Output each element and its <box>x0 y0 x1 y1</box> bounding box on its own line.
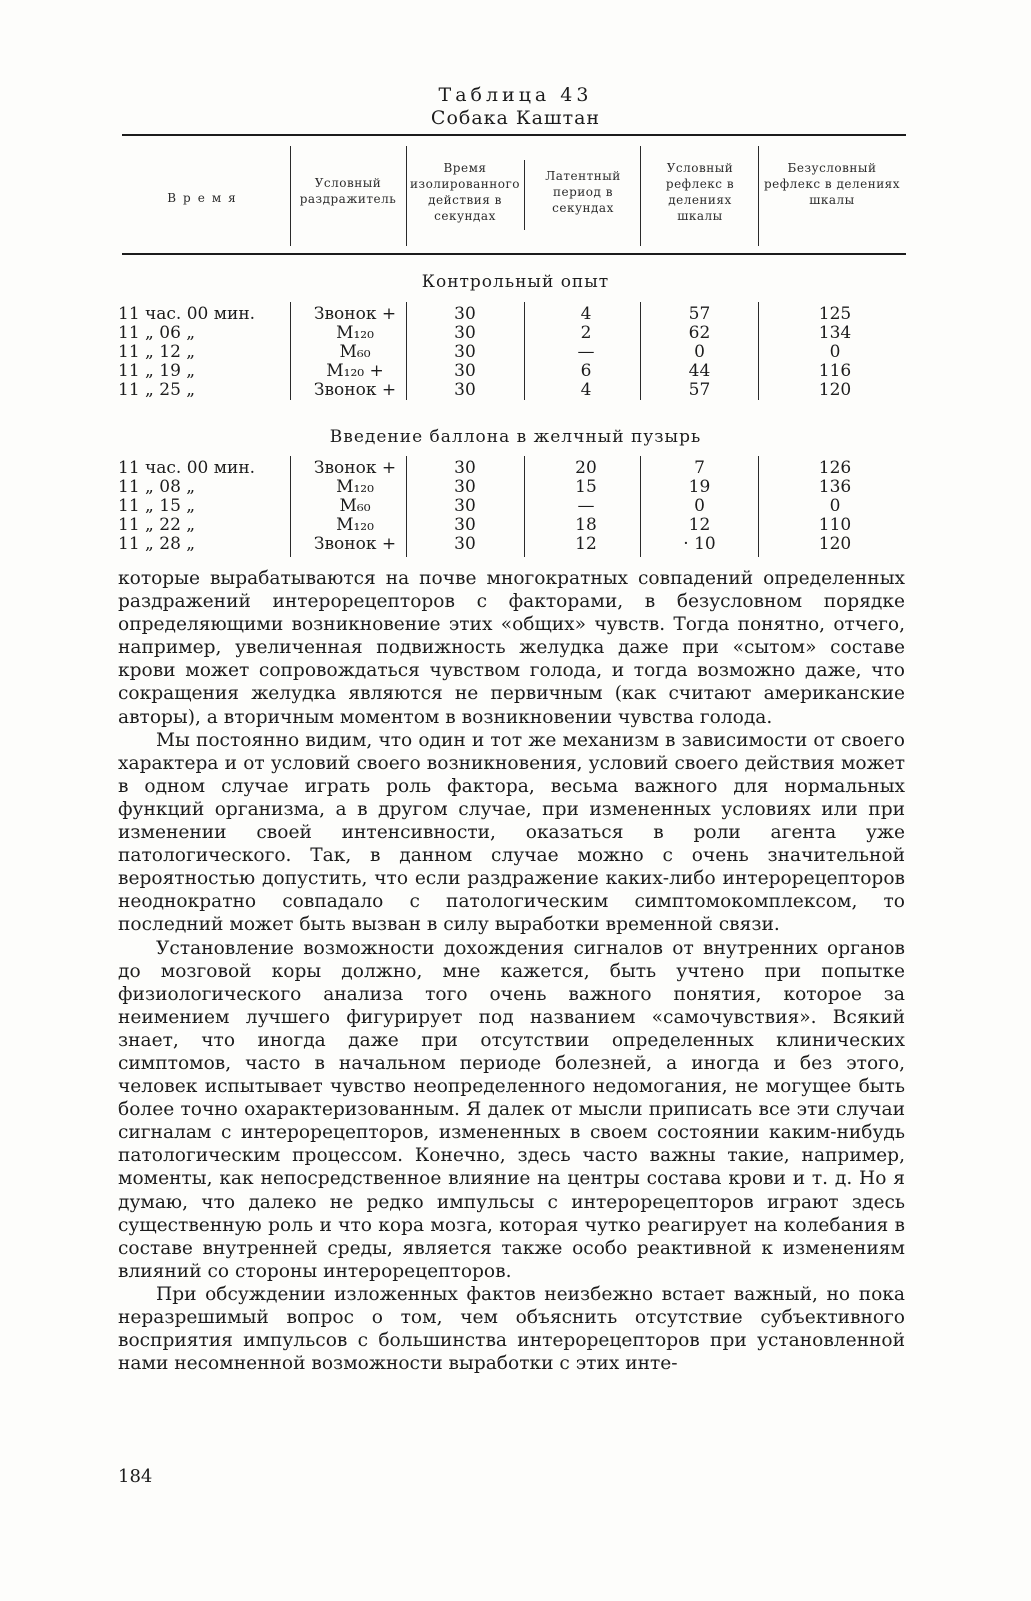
cell-unconditioned: 134 <box>818 323 852 343</box>
cell-conditioned: 44 <box>688 361 711 381</box>
paragraph: При обсуждении изложенных фактов неизбежно встает важный, но пока неразрешимый вопрос о том, чем объяснить отсутствие субъективного восприятия импульсов с большинства интерорецепторов при установленной нами несомненной возможности выработки с этих инте- <box>118 1283 905 1375</box>
cell-latent: 20 <box>575 458 597 478</box>
cell-conditioned: 19 <box>688 477 711 497</box>
header-isolated-action: Время изолированного действия в секундах <box>410 161 520 223</box>
cell-conditioned: · 10 <box>683 534 716 554</box>
cell-isolated: 30 <box>454 496 476 516</box>
cell-stimulus: М₆₀ <box>339 496 371 516</box>
header-separator <box>290 146 291 246</box>
header-time: Время <box>167 191 243 205</box>
header-separator <box>406 146 407 246</box>
cell-time: 11 час. 00 мин. <box>118 304 256 324</box>
column-separator <box>758 456 759 557</box>
cell-latent: — <box>577 342 595 362</box>
cell-stimulus: Звонок + <box>313 304 397 324</box>
cell-time: 11 „ 15 „ <box>118 496 196 516</box>
cell-time: 11 „ 12 „ <box>118 342 196 362</box>
header-separator <box>524 160 525 230</box>
cell-conditioned: 7 <box>694 458 705 478</box>
body-text <box>118 567 905 1375</box>
cell-unconditioned: 0 <box>829 342 841 362</box>
header-separator <box>640 146 641 246</box>
header-stimulus: Условный раздражитель <box>299 176 397 206</box>
page-number: 184 <box>118 1466 153 1487</box>
cell-isolated: 30 <box>454 515 476 535</box>
cell-time: 11 час. 00 мин. <box>118 458 256 478</box>
column-separator <box>758 302 759 400</box>
cell-isolated: 30 <box>454 323 476 343</box>
cell-isolated: 30 <box>454 361 476 381</box>
table-top-rule <box>122 134 906 136</box>
table-caption: Таблица 43 <box>438 84 593 106</box>
cell-unconditioned: 110 <box>818 515 852 535</box>
cell-latent: — <box>577 496 595 516</box>
cell-stimulus: М₁₂₀ <box>336 477 374 497</box>
table-subtitle: Собака Каштан <box>430 107 601 129</box>
cell-time: 11 „ 28 „ <box>118 534 196 554</box>
column-separator <box>290 302 291 400</box>
cell-stimulus: Звонок + <box>313 458 397 478</box>
cell-isolated: 30 <box>454 477 476 497</box>
cell-stimulus: Звонок + <box>313 380 397 400</box>
cell-conditioned: 0 <box>694 342 705 362</box>
paragraph: которые вырабатываются на почве многократных совпадений определенных раздражений интерорецепторов с факторами, в безусловном порядке определяющими возникновение этих «общих» чувств. Тогда понятно, отчего, например, увеличенная подвижность желудка даже при «сытом» составе крови может сопровождаться чувством голода, и тогда возможно даже, что сокращения желудка являются не первичным (как считают американские авторы), а вторичным моментом в возникновении чувства голода. <box>118 568 905 728</box>
cell-unconditioned: 116 <box>818 361 852 381</box>
cell-latent: 4 <box>580 380 592 400</box>
cell-latent: 2 <box>580 323 592 343</box>
paragraph: Установление возможности дохождения сигналов от внутренних органов до мозговой коры должно, мне кажется, быть учтено при попытке физиологического анализа того очень важного понятия, которое за неимением лучшего фигурирует под названием «самочувствия». Всякий знает, что иногда даже при отсутствии определенных клинических симптомов, часто в начальном периоде болезней, а иногда и без этого, человек испытывает чувство неопределенного недомогания, не могущее быть более точно охарактеризованным. Я далек от мысли приписать все эти случаи сигналам с интерорецепторов, измененных в своем состоянии каким-нибудь патологическим процессом. Конечно, здесь часто важны такие, например, моменты, как непосредственное влияние на центры состава крови и т. д. Но я думаю, что далеко не редко импульсы с интерорецепторов играют здесь существенную роль и что кора мозга, которая чутко реагирует на колебания в составе внутренней среды, является также особо реактивной к изменениям влияний со стороны интерорецепторов. <box>118 937 905 1282</box>
cell-isolated: 30 <box>454 304 476 324</box>
cell-stimulus: Звонок + <box>313 534 397 554</box>
cell-conditioned: 0 <box>694 496 705 516</box>
cell-conditioned: 62 <box>688 323 711 343</box>
cell-time: 11 „ 25 „ <box>118 380 196 400</box>
cell-unconditioned: 0 <box>829 496 841 516</box>
cell-time: 11 „ 19 „ <box>118 361 196 381</box>
cell-latent: 4 <box>580 304 592 324</box>
cell-time: 11 „ 22 „ <box>118 515 196 535</box>
paragraph: Мы постоянно видим, что один и тот же механизм в зависимости от своего характера и от условий своего возникновения, условий своего действия может в одном случае играть роль фактора, весьма важного для нормальных функций организма, а в другом случае, при измененных условиях или при изменении своей интенсивности, оказаться в роли агента уже патологического. Так, в данном случае можно с очень значительной вероятностью допустить, что если раздражение каких-либо интерорецепторов неоднократно совпадало с патологическим симптомокомплексом, то последний может быть вызван в силу выработки временной связи. <box>118 729 905 936</box>
header-bottom-rule <box>122 253 906 255</box>
column-separator <box>524 456 525 557</box>
cell-time: 11 „ 06 „ <box>118 323 196 343</box>
cell-stimulus: М₁₂₀ <box>336 515 374 535</box>
cell-unconditioned: 120 <box>818 534 852 554</box>
cell-latent: 12 <box>575 534 597 554</box>
section-title: Введение баллона в желчный пузырь <box>329 427 702 447</box>
cell-stimulus: М₁₂₀ + <box>326 361 384 381</box>
cell-stimulus: М₆₀ <box>339 342 371 362</box>
header-latent-period: Латентный период в секундах <box>545 169 621 215</box>
cell-unconditioned: 136 <box>818 477 852 497</box>
cell-unconditioned: 120 <box>818 380 852 400</box>
cell-unconditioned: 126 <box>818 458 852 478</box>
cell-conditioned: 12 <box>688 515 711 535</box>
cell-latent: 18 <box>575 515 597 535</box>
cell-unconditioned: 125 <box>818 304 852 324</box>
section-title: Контрольный опыт <box>421 272 610 292</box>
header-conditioned-reflex: Условный рефлекс в делениях шкалы <box>665 161 735 223</box>
cell-conditioned: 57 <box>688 304 711 324</box>
cell-latent: 15 <box>575 477 597 497</box>
cell-isolated: 30 <box>454 534 476 554</box>
cell-time: 11 „ 08 „ <box>118 477 196 497</box>
cell-isolated: 30 <box>454 458 476 478</box>
cell-isolated: 30 <box>454 380 476 400</box>
cell-latent: 6 <box>580 361 592 381</box>
cell-stimulus: М₁₂₀ <box>336 323 374 343</box>
header-unconditioned-reflex: Безусловный рефлекс в делениях шкалы <box>763 161 901 207</box>
cell-conditioned: 57 <box>688 380 711 400</box>
column-separator <box>524 302 525 400</box>
column-separator <box>290 456 291 557</box>
cell-isolated: 30 <box>454 342 476 362</box>
header-separator <box>758 146 759 246</box>
